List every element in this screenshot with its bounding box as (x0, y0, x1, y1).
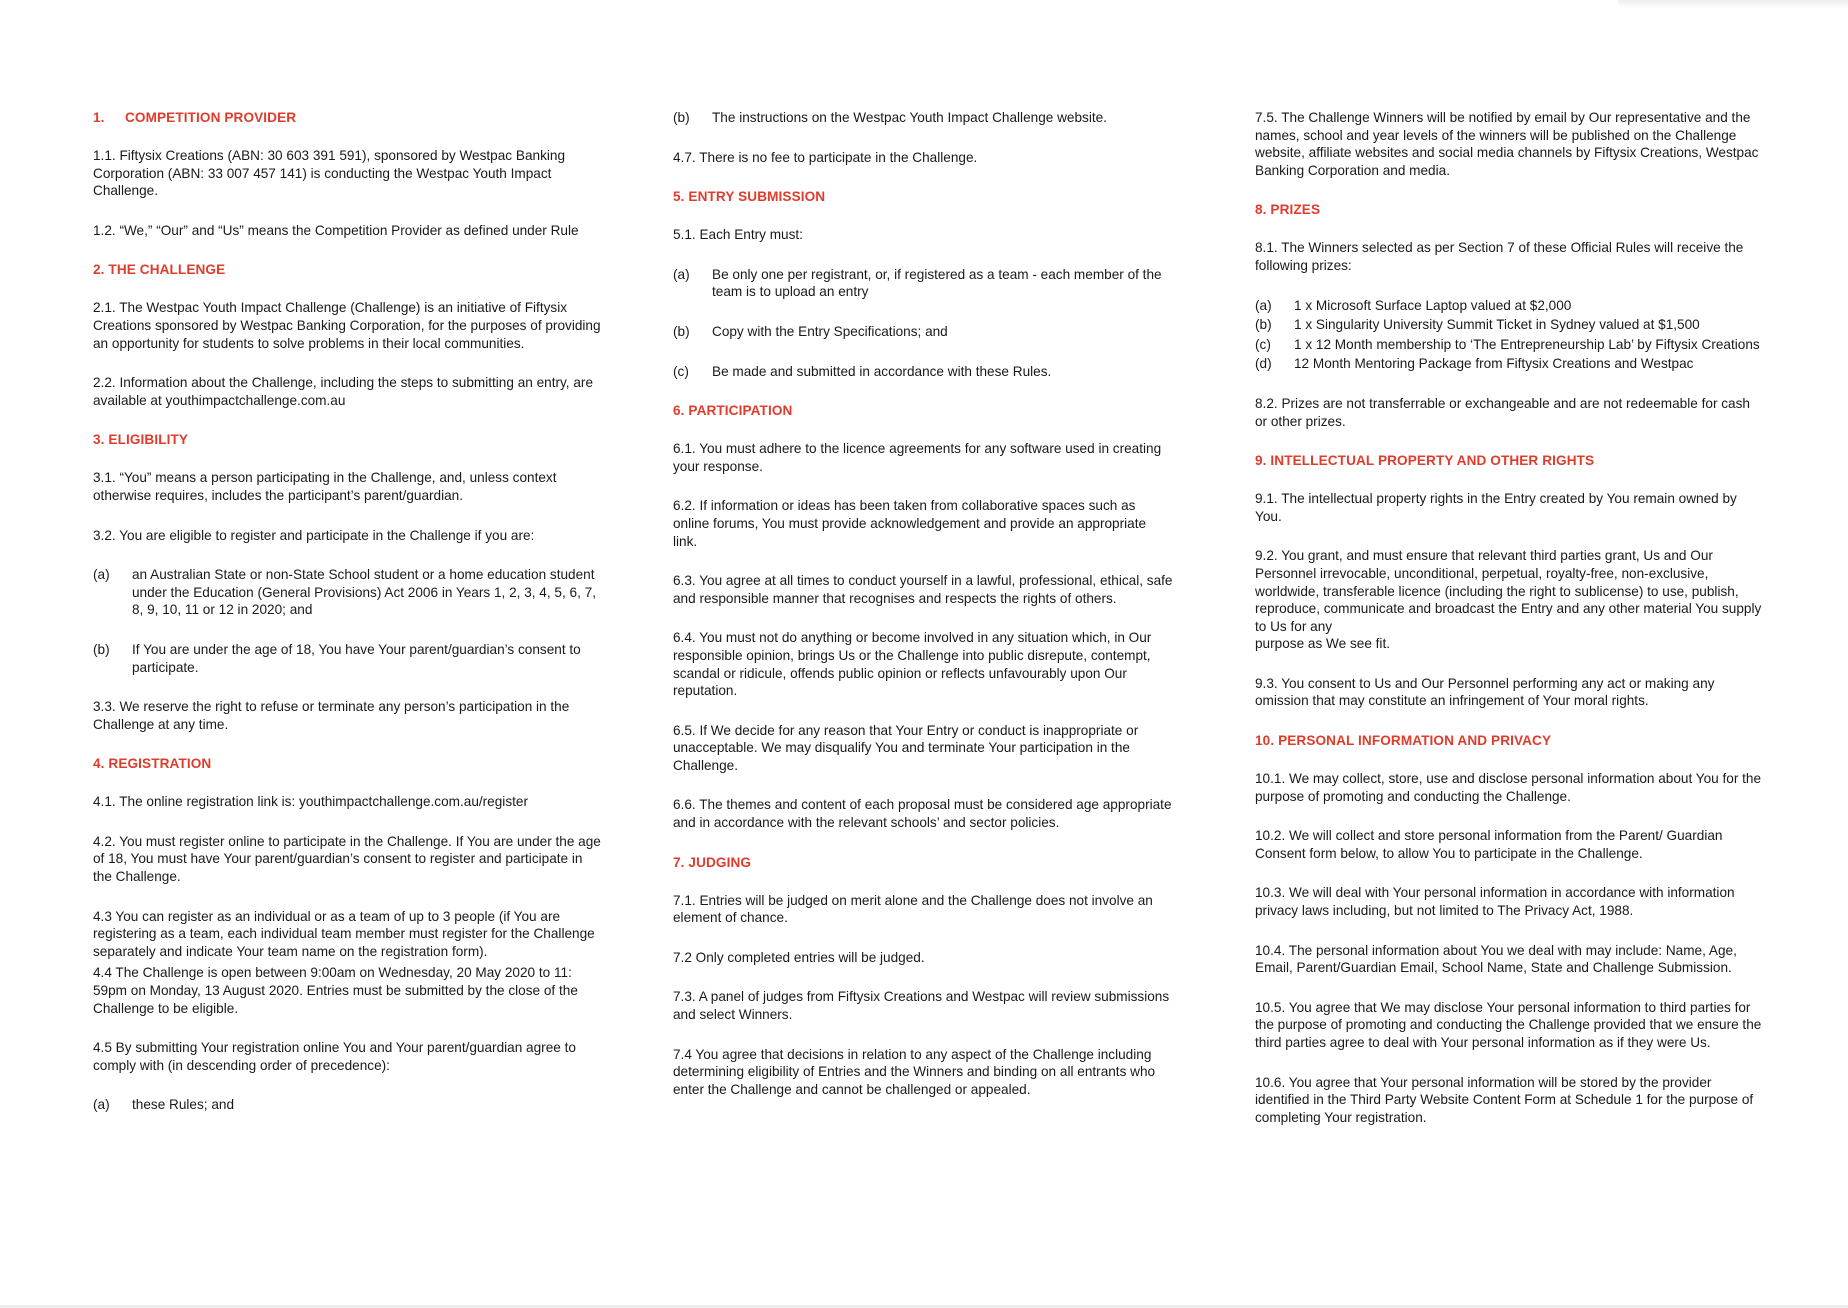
rule-1-2: 1.2. “We,” “Our” and “Us” means the Competition Provider as defined under Rule (93, 222, 579, 238)
column-2 (673, 109, 1173, 1120)
list-text: 1 x Microsoft Surface Laptop valued at $2,000 (1294, 297, 1572, 313)
list-marker: (a) (93, 567, 110, 583)
heading-intellectual-property: 9. INTELLECTUAL PROPERTY AND OTHER RIGHTS (1255, 453, 1595, 469)
rule-9-2 (1255, 547, 1765, 653)
column-3 (1255, 109, 1765, 1148)
heading-competition-provider (93, 109, 601, 127)
rule-7-5: 7.5. The Challenge Winners will be notified by email by Our representative and the names, school and year levels of the winners will be published on the Challenge website, affiliate websites and social media channels by Fiftysix Creations, Westpac Banking Corporation and media. (1255, 110, 1759, 178)
rule-9-3: 9.3. You consent to Us and Our Personnel performing any act or making any omission that may constitute an infringement of Your moral rights. (1255, 675, 1715, 709)
heading-number: 1. (93, 110, 105, 125)
list-marker: (d) (1255, 356, 1272, 372)
list-text: an Australian State or non-State School student or a home education student under the Education (General Provisions) Act 2006 in Years 1, 2, 3, 4, 5, 6, 7, 8, 9, 10, 11 or 12 in 2020; and (132, 567, 596, 618)
list-item (93, 641, 601, 676)
rule-7-1: 7.1. Entries will be judged on merit alone and the Challenge does not involve an element of chance. (673, 892, 1153, 926)
rule-9-2-text-end: purpose as We see fit. (1255, 636, 1391, 652)
rule-4-4: 4.4 The Challenge is open between 9:00am on Wednesday, 20 May 2020 to 11: 59pm on Monday, 13 August 2020. Entries must be submitted by the close of the Challenge to be eligible. (93, 965, 578, 1016)
list-item (673, 266, 1173, 301)
list-marker: (c) (673, 363, 689, 379)
heading-judging: 7. JUDGING (673, 854, 752, 870)
list-text: 12 Month Mentoring Package from Fiftysix Creations and Westpac (1294, 356, 1694, 372)
heading-personal-information: 10. PERSONAL INFORMATION AND PRIVACY (1255, 733, 1552, 749)
list-text: these Rules; and (132, 1097, 235, 1113)
rule-4-1: 4.1. The online registration link is: youthimpactchallenge.com.au/register (93, 794, 528, 810)
rule-7-2: 7.2 Only completed entries will be judged. (673, 949, 925, 965)
heading-prizes: 8. PRIZES (1255, 202, 1321, 218)
list-item (673, 323, 1173, 341)
rule-9-1: 9.1. The intellectual property rights in the Entry created by You remain owned by You. (1255, 491, 1737, 524)
heading-eligibility: 3. ELIGIBILITY (93, 432, 189, 448)
rule-4-5: 4.5 By submitting Your registration online You and Your parent/guardian agree to comply with (in descending order of precedence): (93, 1040, 576, 1073)
prize-item (1255, 297, 1765, 315)
list-text: Be made and submitted in accordance with these Rules. (712, 363, 1052, 379)
rule-6-2: 6.2. If information or ideas has been taken from collaborative spaces such as online forums, You must provide acknowledgement and provide an appropriate link. (673, 498, 1147, 549)
list-item (673, 109, 1173, 127)
rule-7-4: 7.4 You agree that decisions in relation to any aspect of the Challenge including determining eligibility of Entries and the Winners and binding on all entrants who enter the Challenge and cannot be challenged or appealed. (673, 1046, 1156, 1097)
rule-6-5: 6.5. If We decide for any reason that Your Entry or conduct is inappropriate or unacceptable. We may disqualify You and terminate Your participation in the Challenge. (673, 722, 1139, 773)
rule-6-4: 6.4. You must not do anything or become involved in any situation which, in Our responsible opinion, brings Us or the Challenge into public disrepute, contempt, scandal or ridicule, offends public opinion or reflects unfavourably upon Our reputation. (673, 630, 1152, 699)
list-marker: (a) (673, 266, 690, 282)
rule-10-3: 10.3. We will deal with Your personal information in accordance with information privacy laws including, but not limited to The Privacy Act, 1988. (1255, 885, 1735, 919)
list-text: Copy with the Entry Specifications; and (712, 323, 948, 339)
list-item (93, 1096, 601, 1114)
rule-4-3: 4.3 You can register as an individual or as a team of up to 3 people (if You are registering as a team, each individual team member must register for the Challenge separately and indicate Your team name on the registration form). (93, 908, 595, 959)
list-item (673, 363, 1173, 381)
list-marker: (b) (673, 110, 690, 125)
heading-the-challenge: 2. THE CHALLENGE (93, 262, 226, 278)
rule-10-4: 10.4. The personal information about You we deal with may include: Name, Age, Email, Parent/Guardian Email, School Name, State and Challenge Submission. (1255, 942, 1737, 976)
heading-participation: 6. PARTICIPATION (673, 403, 793, 419)
rule-10-1: 10.1. We may collect, store, use and disclose personal information about You for the purpose of promoting and conducting the Challenge. (1255, 771, 1762, 804)
page-corner-shadow (1618, 0, 1848, 8)
rule-2-2: 2.2. Information about the Challenge, including the steps to submitting an entry, are available at youthimpactchallenge.com.au (93, 375, 594, 408)
rule-10-6: 10.6. You agree that Your personal information will be stored by the provider identified in the Third Party Website Content Form at Schedule 1 for the purpose of completing Your registration. (1255, 1074, 1754, 1125)
list-text: Be only one per registrant, or, if registered as a team - each member of the team is to upload an entry (712, 266, 1162, 300)
list-text: The instructions on the Westpac Youth Impact Challenge website. (712, 110, 1107, 125)
list-marker: (b) (673, 323, 690, 339)
list-marker: (b) (93, 641, 110, 657)
rule-2-1: 2.1. The Westpac Youth Impact Challenge (Challenge) is an initiative of Fiftysix Creations sponsored by Westpac Banking Corporation, for the purposes of providing an opportunity for students to solve problems in their local communities. (93, 300, 601, 351)
rule-5-1: 5.1. Each Entry must: (673, 227, 803, 243)
prize-item (1255, 336, 1765, 354)
list-marker: (a) (93, 1097, 110, 1113)
list-text: 1 x 12 Month membership to ‘The Entrepreneurship Lab’ by Fiftysix Creations (1294, 336, 1760, 352)
rule-6-6: 6.6. The themes and content of each proposal must be considered age appropriate and in accordance with the relevant schools’ and sector policies. (673, 797, 1172, 831)
rule-10-5: 10.5. You agree that We may disclose Your personal information to third parties for the purpose of promoting and conducting the Challenge provided that we ensure the third parties agree to deal with Your personal information as if they were Us. (1255, 999, 1762, 1050)
list-item (93, 566, 601, 619)
list-text: 1 x Singularity University Summit Ticket in Sydney valued at $1,500 (1294, 317, 1700, 333)
rule-8-2: 8.2. Prizes are not transferrable or exchangeable and are not redeemable for cash or other prizes. (1255, 395, 1750, 429)
prize-item (1255, 316, 1765, 334)
rule-6-1: 6.1. You must adhere to the licence agreements for any software used in creating your response. (673, 441, 1162, 474)
rule-8-1: 8.1. The Winners selected as per Section 7 of these Official Rules will receive the following prizes: (1255, 240, 1744, 273)
heading-registration: 4. REGISTRATION (93, 756, 212, 772)
rule-4-2: 4.2. You must register online to participate in the Challenge. If You are under the age of 18, You must have Your parent/guardian’s consent to register and participate in the Challenge. (93, 833, 601, 885)
list-marker: (a) (1255, 297, 1272, 313)
rule-3-2: 3.2. You are eligible to register and participate in the Challenge if you are: (93, 527, 535, 543)
heading-entry-submission: 5. ENTRY SUBMISSION (673, 189, 826, 205)
rule-4-7: 4.7. There is no fee to participate in the Challenge. (673, 149, 978, 165)
rule-6-3: 6.3. You agree at all times to conduct yourself in a lawful, professional, ethical, safe and responsible manner that recognises and respects the rights of others. (673, 573, 1173, 606)
rule-3-1: 3.1. “You” means a person participating in the Challenge, and, unless context otherwise requires, includes the participant’s parent/guardian. (93, 470, 557, 503)
rule-7-3: 7.3. A panel of judges from Fiftysix Creations and Westpac will review submissions and select Winners. (673, 989, 1170, 1023)
prize-item (1255, 355, 1765, 373)
list-marker: (c) (1255, 336, 1271, 352)
rule-1-1: 1.1. Fiftysix Creations (ABN: 30 603 391 591), sponsored by Westpac Banking Corporation (ABN: 33 007 457 141) is conducting the Westpac Youth Impact Challenge. (93, 148, 566, 199)
rule-10-2: 10.2. We will collect and store personal information from the Parent/ Guardian Consent form below, to allow You to participate in the Challenge. (1255, 828, 1723, 861)
heading-title: COMPETITION PROVIDER (125, 110, 297, 125)
rule-9-2-text: 9.2. You grant, and must ensure that relevant third parties grant, Us and Our Personnel irrevocable, unconditional, perpetual, royalty-free, non-exclusive, worldwide, transferable licence (including the right to sublicense) to use, publish, reproduce, communicate and broadcast the Entry and any other material You supply to Us for any (1255, 548, 1762, 634)
list-text: If You are under the age of 18, You have Your parent/guardian’s consent to participate. (132, 641, 581, 675)
column-1 (93, 109, 601, 1136)
list-marker: (b) (1255, 317, 1272, 333)
rule-3-3: 3.3. We reserve the right to refuse or terminate any person’s participation in the Challenge at any time. (93, 699, 570, 732)
